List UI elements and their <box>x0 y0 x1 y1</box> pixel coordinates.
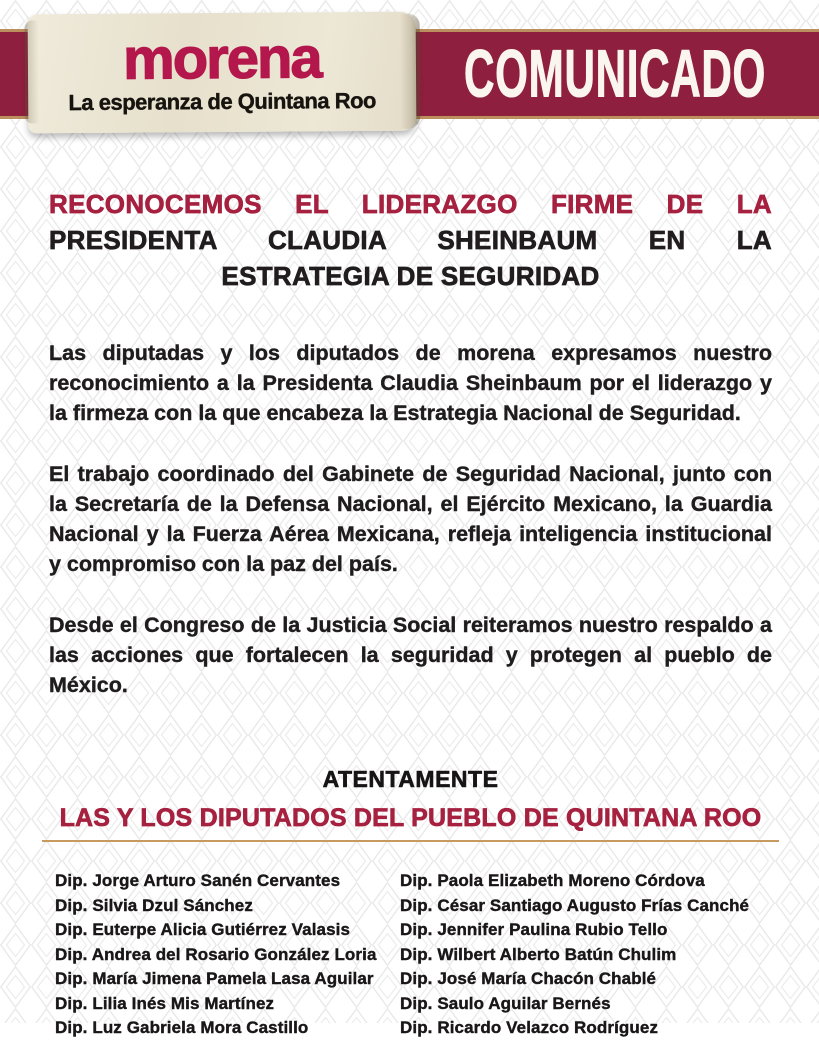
brand-logo-text: morena <box>122 24 321 92</box>
deputy-name: Dip. María Jimena Pamela Lasa Aguilar <box>55 969 374 988</box>
headline-line-1: RECONOCEMOS EL LIDERAZGO FIRME DE LA <box>49 189 772 219</box>
gold-divider <box>42 840 779 842</box>
deputy-name: Dip. Saulo Aguilar Bernés <box>400 993 611 1013</box>
comunicado-body <box>49 186 772 1041</box>
deputy-name: Dip. Andrea del Rosario González Loria <box>55 944 377 964</box>
deputies-column-right <box>400 869 772 1041</box>
brand-label <box>28 12 417 134</box>
deputy-name: Dip. Wilbert Alberto Batún Chulim <box>400 944 677 964</box>
signatories-title: LAS Y LOS DIPUTADOS DEL PUEBLO DE QUINTANA ROO <box>59 804 762 832</box>
deputy-name: Dip. Paola Elizabeth Moreno Córdova <box>400 871 705 890</box>
deputies-list <box>55 869 772 1041</box>
body-paragraph-2: El trabajo coordinado del Gabinete de Seguridad Nacional, junto con la Secretaría de la Defensa Nacional, el Ejército Mexicano, la Guardia Nacional y la Fuerza Aérea Mexicana, refleja inteligencia institucional y compromiso con la paz del país. <box>49 462 772 576</box>
salutation: ATENTAMENTE <box>322 766 499 792</box>
body-paragraph-1: Las diputadas y los diputados de morena expresamos nuestro reconocimiento a la Presidenta Claudia Sheinbaum por el liderazgo y la firmeza con la que encabeza la Estrategia Nacional de Seguridad. <box>49 341 772 425</box>
deputy-name: Dip. Luz Gabriela Mora Castillo <box>55 1018 309 1037</box>
deputies-column-left <box>55 869 400 1041</box>
banner-title: COMUNICADO <box>464 36 766 112</box>
deputy-name: Dip. Ricardo Velazco Rodríguez <box>400 1018 659 1037</box>
deputy-name: Dip. Euterpe Alicia Gutiérrez Valasis <box>55 920 351 939</box>
deputy-name: Dip. César Santiago Augusto Frías Canché <box>400 895 750 915</box>
deputy-name: Dip. Lilia Inés Mis Martínez <box>55 993 275 1013</box>
deputy-name: Dip. Silvia Dzul Sánchez <box>55 895 253 915</box>
deputy-name: Dip. José María Chacón Chablé <box>400 969 657 988</box>
headline-line-3: ESTRATEGIA DE SEGURIDAD <box>221 261 600 291</box>
headline-line-2: PRESIDENTA CLAUDIA SHEINBAUM EN LA <box>49 225 772 255</box>
headline <box>49 186 772 294</box>
brand-tagline: La esperanza de Quintana Roo <box>68 87 377 115</box>
deputy-name: Dip. Jennifer Paulina Rubio Tello <box>400 920 668 939</box>
deputy-name: Dip. Jorge Arturo Sanén Cervantes <box>55 871 341 890</box>
body-paragraph-3: Desde el Congreso de la Justicia Social reiteramos nuestro respaldo a las acciones que fortalecen la seguridad y protegen al pueblo de México. <box>49 613 772 697</box>
